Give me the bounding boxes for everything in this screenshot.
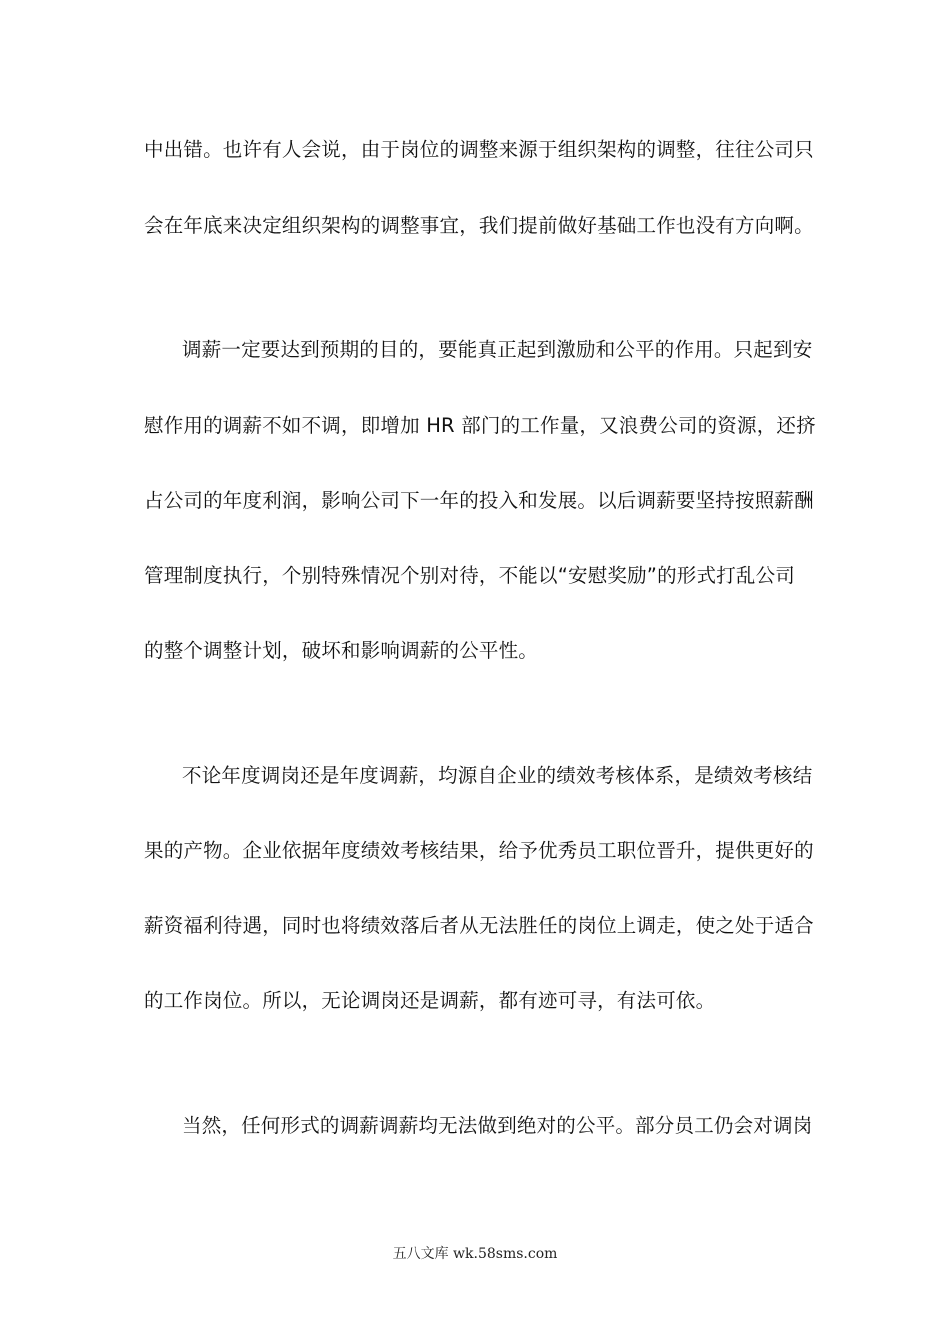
paragraph-2-line-1: 调薪一定要达到预期的目的，要能真正起到激励和公平的作用。只起到安 [182,338,813,361]
paragraph-3-line-4: 的工作岗位。所以，无论调岗还是调薪，都有迹可寻，有法可依。 [144,989,716,1012]
paragraph-3-line-2: 果的产物。企业依据年度绩效考核结果，给予优秀员工职位晋升，提供更好的 [144,839,814,862]
paragraph-3-line-3: 薪资福利待遇，同时也将绩效落后者从无法胜任的岗位上调走，使之处于适合 [144,914,814,937]
paragraph-2-line-2: 慰作用的调薪不如不调，即增加 HR 部门的工作量，又浪费公司的资源，还挤 [144,414,816,437]
paragraph-4-line-1: 当然，任何形式的调薪调薪均无法做到绝对的公平。部分员工仍会对调岗 [182,1114,813,1137]
paragraph-1-line-1: 中出错。也许有人会说，由于岗位的调整来源于组织架构的调整，往往公司只 [144,138,814,161]
paragraph-2-line-5: 的整个调整计划，破坏和影响调薪的公平性。 [144,639,539,662]
paragraph-2-line-3: 占公司的年度利润，影响公司下一年的投入和发展。以后调薪要坚持按照薪酬 [144,489,814,512]
paragraph-1-line-2: 会在年底来决定组织架构的调整事宜，我们提前做好基础工作也没有方向啊。 [144,214,814,237]
paragraph-2-line-4: 管理制度执行，个别特殊情况个别对待，不能以“安慰奖励”的形式打乱公司 [144,564,796,587]
paragraph-3-line-1: 不论年度调岗还是年度调薪，均源自企业的绩效考核体系，是绩效考核结 [182,764,813,787]
page-footer: 五八文库 wk.58sms.com [392,1246,558,1262]
